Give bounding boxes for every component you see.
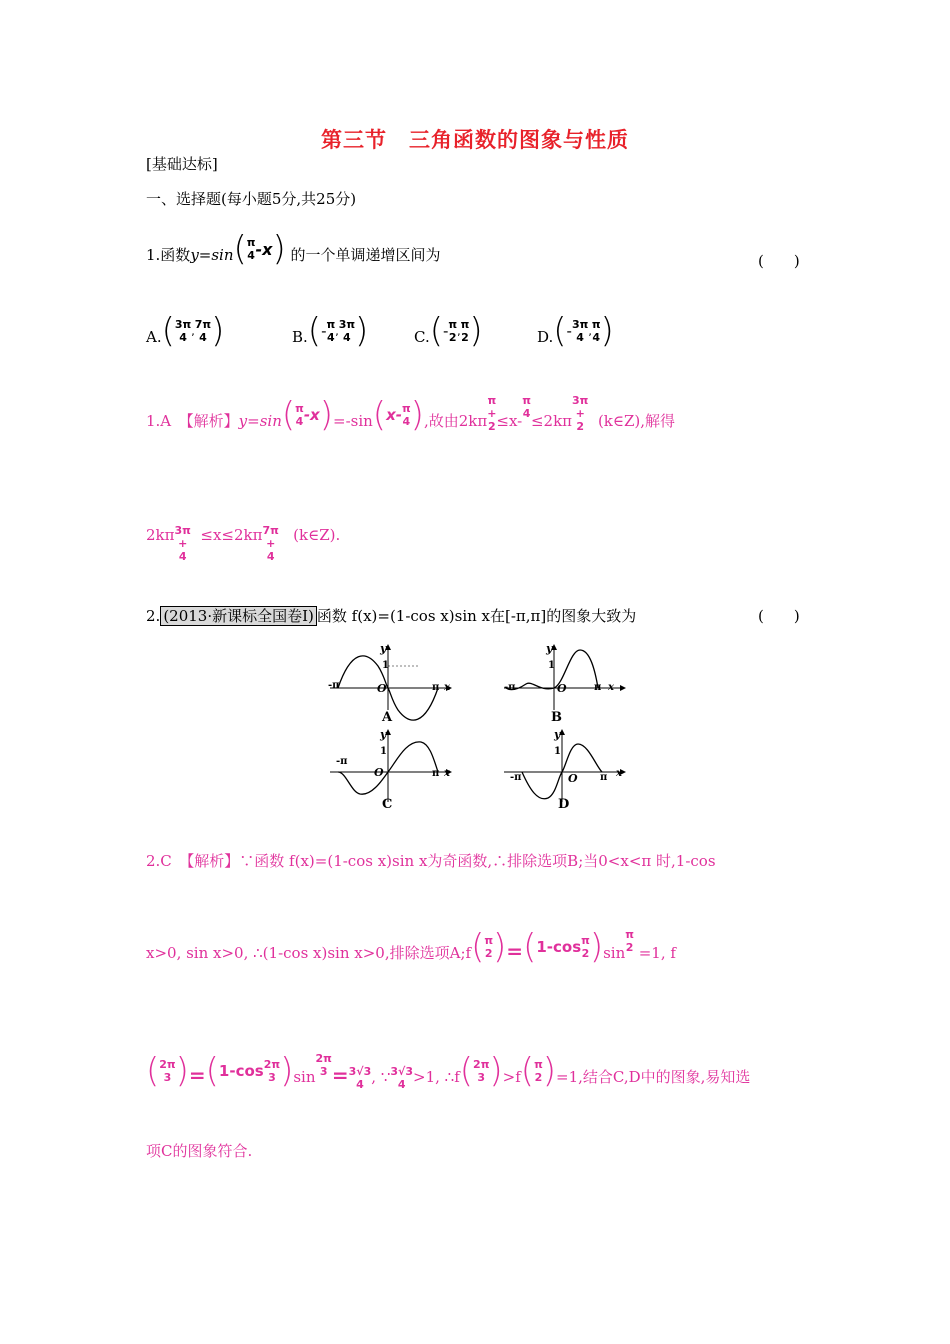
graph-c-x-label: x bbox=[444, 768, 450, 779]
graph-d-pi: π bbox=[600, 772, 608, 783]
q2-text: 函数 f(x)=(1-cos x)sin x在[-π,π]的图象大致为 bbox=[316, 607, 637, 625]
graph-b-neg-pi: -π bbox=[504, 682, 516, 693]
answer-2-line-4: 项C的图象符合. bbox=[146, 1142, 253, 1160]
graph-b-x-label: x bbox=[608, 682, 614, 693]
graph-c-neg-pi: -π bbox=[336, 756, 348, 767]
part-heading: 一、选择题(每小题5分,共25分) bbox=[146, 190, 357, 208]
answer-1-line-1: 1.A 【解析】y=sin ( π 4 -x ) =-sin ( x- π 4 ) ,故由2kπ π + 2 ≤x- π 4 ≤2kπ 3π + 2 (k∈Z),解得 bbox=[146, 394, 676, 435]
answer-2-line-1: 2.C 【解析】∵函数 f(x)=(1-cos x)sin x为奇函数,∴排除选项B;当0<x<π 时,1-cos bbox=[146, 852, 716, 870]
graph-a-origin: O bbox=[377, 682, 387, 695]
q1-answer-paren: ( ) bbox=[758, 252, 800, 270]
graph-a-x-label: x bbox=[444, 682, 450, 693]
graph-d-origin: O bbox=[568, 772, 578, 785]
graph-d-y-label: y bbox=[554, 728, 561, 741]
graph-b-origin: O bbox=[557, 682, 567, 695]
graph-a-one: 1 bbox=[382, 660, 389, 671]
graph-a-y-label: y bbox=[380, 642, 387, 655]
option-a[interactable]: A. ( 3π 4 , 7π 4 ) bbox=[146, 311, 225, 351]
question-2: 2. (2013·新课标全国卷Ⅰ) 函数 f(x)=(1-cos x)sin x在[-π,π]的图象大致为 bbox=[146, 607, 637, 625]
graph-b-one: 1 bbox=[548, 660, 555, 671]
page-title: 第三节 三角函数的图象与性质 bbox=[321, 128, 629, 152]
graph-d-one: 1 bbox=[554, 746, 561, 757]
option-d[interactable]: D. ( - 3π 4 , π 4 ) bbox=[537, 311, 614, 351]
option-c[interactable]: C. ( - π 2 , π 2 ) bbox=[414, 311, 483, 351]
question-1 bbox=[146, 229, 441, 269]
graph-d-label: D bbox=[558, 797, 570, 812]
graph-c-one: 1 bbox=[380, 746, 387, 757]
q1-number: 1.函数 bbox=[146, 246, 191, 264]
source-tag: (2013·新课标全国卷Ⅰ) bbox=[160, 606, 317, 626]
graph-b-pi: π bbox=[594, 682, 602, 693]
graph-c-pi: π bbox=[432, 768, 440, 779]
graph-d-x-label: x bbox=[616, 768, 622, 779]
graph-c bbox=[330, 730, 451, 802]
option-b[interactable]: B. ( - π 4 , 3π 4 ) bbox=[292, 311, 369, 351]
q1-text: 的一个单调递增区间为 bbox=[290, 246, 441, 264]
section-label: [基础达标] bbox=[146, 155, 218, 173]
graph-a-neg-pi: -π bbox=[328, 680, 340, 691]
q1-function: y=sin bbox=[190, 246, 234, 264]
q1-argument: ( π 4 -x ) bbox=[233, 229, 286, 269]
q2-answer-paren: ( ) bbox=[758, 607, 800, 625]
graph-c-label: C bbox=[382, 797, 393, 812]
graph-a-pi: π bbox=[432, 682, 440, 693]
answer-1-line-2: 2kπ 3π + 4 ≤x≤2kπ 7π + 4 (k∈Z). bbox=[146, 524, 341, 563]
graph-a-label: A bbox=[382, 710, 393, 725]
graph-b-y-label: y bbox=[546, 642, 553, 655]
answer-2-line-2: x>0, sin x>0, ∴(1-cos x)sin x>0,排除选项A;f ( π 2 ) = ( 1-cos π 2 ) sin π 2 =1, f bbox=[146, 927, 676, 967]
graph-c-origin: O bbox=[374, 766, 384, 779]
graph-c-y-label: y bbox=[380, 728, 387, 741]
graph-b bbox=[504, 645, 625, 710]
graph-b-label: B bbox=[551, 710, 562, 725]
answer-2-line-3: ( 2π 3 ) = ( 1-cos 2π 3 ) sin 2π 3 = 3√3 4 , ∵ 3√3 4 >1, ∴f ( 2π 3 ) >f ( π 2 ) =1,结合C,D中的图象,易知选 bbox=[146, 1051, 751, 1091]
option-graphs bbox=[326, 640, 626, 820]
graph-d-neg-pi: -π bbox=[510, 772, 522, 783]
graph-d bbox=[504, 730, 625, 802]
